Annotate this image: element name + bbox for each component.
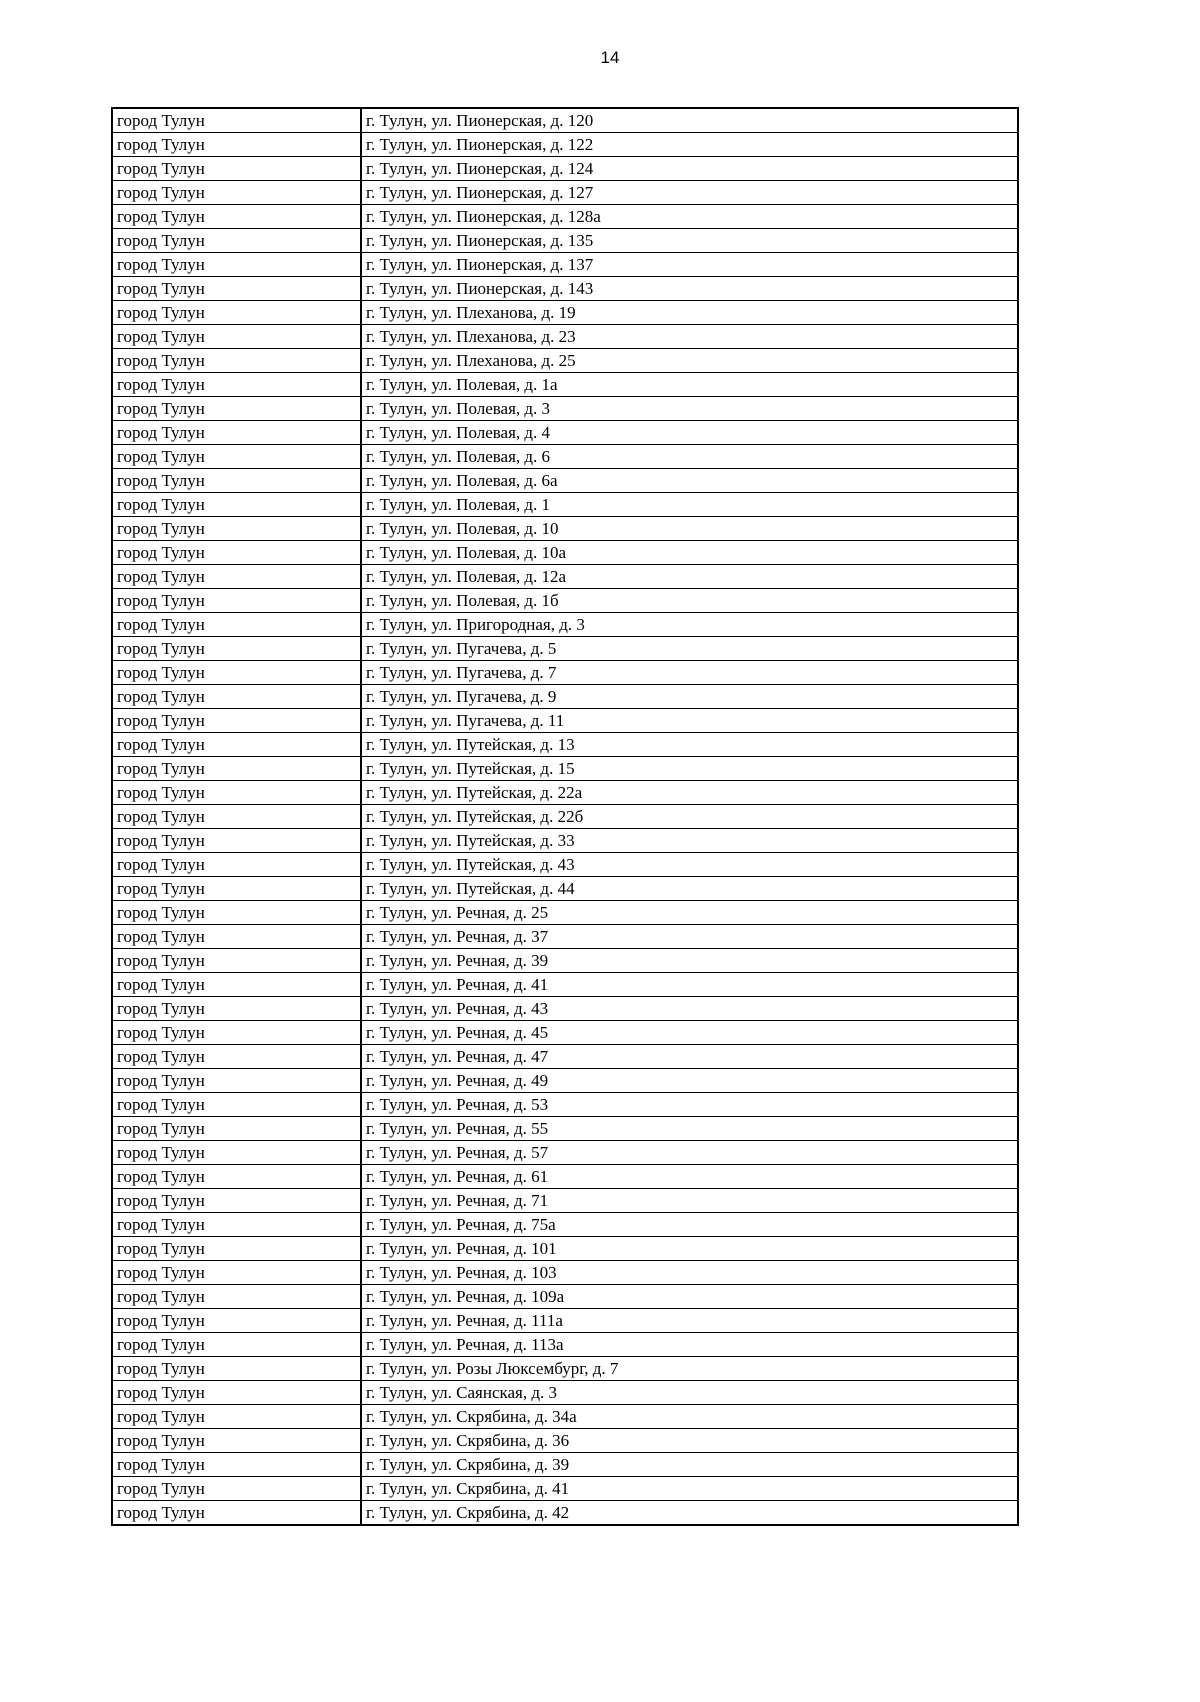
table-row xyxy=(112,1189,1018,1213)
city-cell: город Тулун xyxy=(112,108,361,133)
city-cell: город Тулун xyxy=(112,1357,361,1381)
address-cell: г. Тулун, ул. Речная, д. 47 xyxy=(361,1045,1018,1069)
table-row xyxy=(112,973,1018,997)
address-cell: г. Тулун, ул. Путейская, д. 15 xyxy=(361,757,1018,781)
table-row xyxy=(112,277,1018,301)
city-cell: город Тулун xyxy=(112,493,361,517)
table-row xyxy=(112,709,1018,733)
city-cell: город Тулун xyxy=(112,733,361,757)
address-cell: г. Тулун, ул. Полевая, д. 6а xyxy=(361,469,1018,493)
address-cell: г. Тулун, ул. Речная, д. 103 xyxy=(361,1261,1018,1285)
address-cell: г. Тулун, ул. Речная, д. 111а xyxy=(361,1309,1018,1333)
table-row xyxy=(112,469,1018,493)
address-cell: г. Тулун, ул. Полевая, д. 10 xyxy=(361,517,1018,541)
city-cell: город Тулун xyxy=(112,397,361,421)
table-row xyxy=(112,397,1018,421)
table-row xyxy=(112,925,1018,949)
city-cell: город Тулун xyxy=(112,349,361,373)
table-row xyxy=(112,1381,1018,1405)
address-cell: г. Тулун, ул. Речная, д. 55 xyxy=(361,1117,1018,1141)
city-cell: город Тулун xyxy=(112,1501,361,1526)
address-cell: г. Тулун, ул. Пионерская, д. 122 xyxy=(361,133,1018,157)
address-cell: г. Тулун, ул. Пионерская, д. 120 xyxy=(361,108,1018,133)
address-cell: г. Тулун, ул. Речная, д. 37 xyxy=(361,925,1018,949)
city-cell: город Тулун xyxy=(112,1189,361,1213)
city-cell: город Тулун xyxy=(112,133,361,157)
address-cell: г. Тулун, ул. Речная, д. 25 xyxy=(361,901,1018,925)
city-cell: город Тулун xyxy=(112,517,361,541)
city-cell: город Тулун xyxy=(112,685,361,709)
address-cell: г. Тулун, ул. Путейская, д. 13 xyxy=(361,733,1018,757)
address-table-body xyxy=(112,108,1018,1525)
city-cell: город Тулун xyxy=(112,1261,361,1285)
city-cell: город Тулун xyxy=(112,469,361,493)
table-row xyxy=(112,1261,1018,1285)
table-row xyxy=(112,517,1018,541)
city-cell: город Тулун xyxy=(112,1069,361,1093)
city-cell: город Тулун xyxy=(112,205,361,229)
address-cell: г. Тулун, ул. Полевая, д. 1 xyxy=(361,493,1018,517)
address-cell: г. Тулун, ул. Речная, д. 113а xyxy=(361,1333,1018,1357)
table-row xyxy=(112,1477,1018,1501)
city-cell: город Тулун xyxy=(112,1093,361,1117)
table-row xyxy=(112,1405,1018,1429)
table-row xyxy=(112,589,1018,613)
table-row xyxy=(112,637,1018,661)
table-row xyxy=(112,1285,1018,1309)
city-cell: город Тулун xyxy=(112,325,361,349)
city-cell: город Тулун xyxy=(112,853,361,877)
city-cell: город Тулун xyxy=(112,1453,361,1477)
table-row xyxy=(112,1429,1018,1453)
city-cell: город Тулун xyxy=(112,805,361,829)
city-cell: город Тулун xyxy=(112,829,361,853)
address-cell: г. Тулун, ул. Пугачева, д. 7 xyxy=(361,661,1018,685)
table-row xyxy=(112,901,1018,925)
address-cell: г. Тулун, ул. Полевая, д. 10а xyxy=(361,541,1018,565)
table-row xyxy=(112,445,1018,469)
table-row xyxy=(112,1357,1018,1381)
address-table xyxy=(111,107,1019,1526)
city-cell: город Тулун xyxy=(112,637,361,661)
address-cell: г. Тулун, ул. Речная, д. 57 xyxy=(361,1141,1018,1165)
address-cell: г. Тулун, ул. Пионерская, д. 124 xyxy=(361,157,1018,181)
table-row xyxy=(112,181,1018,205)
table-row xyxy=(112,781,1018,805)
city-cell: город Тулун xyxy=(112,1309,361,1333)
city-cell: город Тулун xyxy=(112,877,361,901)
table-row xyxy=(112,541,1018,565)
table-row xyxy=(112,565,1018,589)
city-cell: город Тулун xyxy=(112,421,361,445)
address-cell: г. Тулун, ул. Пионерская, д. 143 xyxy=(361,277,1018,301)
address-cell: г. Тулун, ул. Речная, д. 49 xyxy=(361,1069,1018,1093)
table-row xyxy=(112,1069,1018,1093)
address-cell: г. Тулун, ул. Саянская, д. 3 xyxy=(361,1381,1018,1405)
table-row xyxy=(112,493,1018,517)
address-cell: г. Тулун, ул. Речная, д. 101 xyxy=(361,1237,1018,1261)
city-cell: город Тулун xyxy=(112,1429,361,1453)
table-row xyxy=(112,1165,1018,1189)
table-row xyxy=(112,229,1018,253)
address-cell: г. Тулун, ул. Полевая, д. 1а xyxy=(361,373,1018,397)
city-cell: город Тулун xyxy=(112,781,361,805)
table-row xyxy=(112,1501,1018,1526)
address-cell: г. Тулун, ул. Речная, д. 75а xyxy=(361,1213,1018,1237)
address-cell: г. Тулун, ул. Речная, д. 43 xyxy=(361,997,1018,1021)
city-cell: город Тулун xyxy=(112,1405,361,1429)
address-cell: г. Тулун, ул. Речная, д. 39 xyxy=(361,949,1018,973)
city-cell: город Тулун xyxy=(112,253,361,277)
address-cell: г. Тулун, ул. Речная, д. 109а xyxy=(361,1285,1018,1309)
city-cell: город Тулун xyxy=(112,1213,361,1237)
table-row xyxy=(112,157,1018,181)
city-cell: город Тулун xyxy=(112,157,361,181)
table-row xyxy=(112,1237,1018,1261)
table-row xyxy=(112,949,1018,973)
table-row xyxy=(112,301,1018,325)
city-cell: город Тулун xyxy=(112,181,361,205)
city-cell: город Тулун xyxy=(112,1333,361,1357)
table-row xyxy=(112,877,1018,901)
city-cell: город Тулун xyxy=(112,589,361,613)
table-row xyxy=(112,325,1018,349)
city-cell: город Тулун xyxy=(112,757,361,781)
table-row xyxy=(112,853,1018,877)
address-cell: г. Тулун, ул. Путейская, д. 22а xyxy=(361,781,1018,805)
city-cell: город Тулун xyxy=(112,925,361,949)
address-cell: г. Тулун, ул. Речная, д. 53 xyxy=(361,1093,1018,1117)
table-row xyxy=(112,1453,1018,1477)
address-cell: г. Тулун, ул. Путейская, д. 43 xyxy=(361,853,1018,877)
table-row xyxy=(112,108,1018,133)
table-row xyxy=(112,733,1018,757)
address-cell: г. Тулун, ул. Скрябина, д. 39 xyxy=(361,1453,1018,1477)
city-cell: город Тулун xyxy=(112,445,361,469)
table-row xyxy=(112,349,1018,373)
address-cell: г. Тулун, ул. Полевая, д. 4 xyxy=(361,421,1018,445)
city-cell: город Тулун xyxy=(112,997,361,1021)
table-row xyxy=(112,997,1018,1021)
table-row xyxy=(112,1093,1018,1117)
city-cell: город Тулун xyxy=(112,709,361,733)
address-cell: г. Тулун, ул. Розы Люксембург, д. 7 xyxy=(361,1357,1018,1381)
city-cell: город Тулун xyxy=(112,1045,361,1069)
address-cell: г. Тулун, ул. Путейская, д. 44 xyxy=(361,877,1018,901)
table-row xyxy=(112,421,1018,445)
address-cell: г. Тулун, ул. Пугачева, д. 5 xyxy=(361,637,1018,661)
table-row xyxy=(112,1141,1018,1165)
table-row xyxy=(112,205,1018,229)
table-row xyxy=(112,1309,1018,1333)
table-row xyxy=(112,757,1018,781)
table-row xyxy=(112,805,1018,829)
address-cell: г. Тулун, ул. Пугачева, д. 9 xyxy=(361,685,1018,709)
city-cell: город Тулун xyxy=(112,1381,361,1405)
address-cell: г. Тулун, ул. Пионерская, д. 127 xyxy=(361,181,1018,205)
address-cell: г. Тулун, ул. Путейская, д. 22б xyxy=(361,805,1018,829)
page-number: 14 xyxy=(600,48,620,67)
city-cell: город Тулун xyxy=(112,373,361,397)
address-cell: г. Тулун, ул. Полевая, д. 6 xyxy=(361,445,1018,469)
city-cell: город Тулун xyxy=(112,541,361,565)
address-cell: г. Тулун, ул. Полевая, д. 3 xyxy=(361,397,1018,421)
city-cell: город Тулун xyxy=(112,301,361,325)
address-cell: г. Тулун, ул. Плеханова, д. 23 xyxy=(361,325,1018,349)
table-row xyxy=(112,613,1018,637)
table-row xyxy=(112,685,1018,709)
city-cell: город Тулун xyxy=(112,1021,361,1045)
address-cell: г. Тулун, ул. Пригородная, д. 3 xyxy=(361,613,1018,637)
address-cell: г. Тулун, ул. Плеханова, д. 25 xyxy=(361,349,1018,373)
table-row xyxy=(112,661,1018,685)
city-cell: город Тулун xyxy=(112,1237,361,1261)
city-cell: город Тулун xyxy=(112,1285,361,1309)
city-cell: город Тулун xyxy=(112,229,361,253)
city-cell: город Тулун xyxy=(112,973,361,997)
address-cell: г. Тулун, ул. Путейская, д. 33 xyxy=(361,829,1018,853)
city-cell: город Тулун xyxy=(112,1165,361,1189)
address-cell: г. Тулун, ул. Полевая, д. 1б xyxy=(361,589,1018,613)
address-cell: г. Тулун, ул. Пионерская, д. 135 xyxy=(361,229,1018,253)
city-cell: город Тулун xyxy=(112,1117,361,1141)
address-cell: г. Тулун, ул. Пионерская, д. 137 xyxy=(361,253,1018,277)
table-row xyxy=(112,1213,1018,1237)
city-cell: город Тулун xyxy=(112,1141,361,1165)
address-cell: г. Тулун, ул. Плеханова, д. 19 xyxy=(361,301,1018,325)
city-cell: город Тулун xyxy=(112,613,361,637)
table-row xyxy=(112,829,1018,853)
address-cell: г. Тулун, ул. Скрябина, д. 41 xyxy=(361,1477,1018,1501)
table-row xyxy=(112,133,1018,157)
table-row xyxy=(112,1333,1018,1357)
city-cell: город Тулун xyxy=(112,1477,361,1501)
city-cell: город Тулун xyxy=(112,949,361,973)
city-cell: город Тулун xyxy=(112,661,361,685)
address-cell: г. Тулун, ул. Речная, д. 61 xyxy=(361,1165,1018,1189)
address-cell: г. Тулун, ул. Пугачева, д. 11 xyxy=(361,709,1018,733)
table-row xyxy=(112,1021,1018,1045)
address-cell: г. Тулун, ул. Скрябина, д. 42 xyxy=(361,1501,1018,1526)
table-row xyxy=(112,253,1018,277)
city-cell: город Тулун xyxy=(112,277,361,301)
address-cell: г. Тулун, ул. Речная, д. 41 xyxy=(361,973,1018,997)
address-cell: г. Тулун, ул. Пионерская, д. 128а xyxy=(361,205,1018,229)
address-cell: г. Тулун, ул. Полевая, д. 12а xyxy=(361,565,1018,589)
table-row xyxy=(112,1117,1018,1141)
address-cell: г. Тулун, ул. Речная, д. 45 xyxy=(361,1021,1018,1045)
table-row xyxy=(112,1045,1018,1069)
city-cell: город Тулун xyxy=(112,565,361,589)
address-cell: г. Тулун, ул. Речная, д. 71 xyxy=(361,1189,1018,1213)
address-cell: г. Тулун, ул. Скрябина, д. 36 xyxy=(361,1429,1018,1453)
table-row xyxy=(112,373,1018,397)
address-cell: г. Тулун, ул. Скрябина, д. 34а xyxy=(361,1405,1018,1429)
city-cell: город Тулун xyxy=(112,901,361,925)
